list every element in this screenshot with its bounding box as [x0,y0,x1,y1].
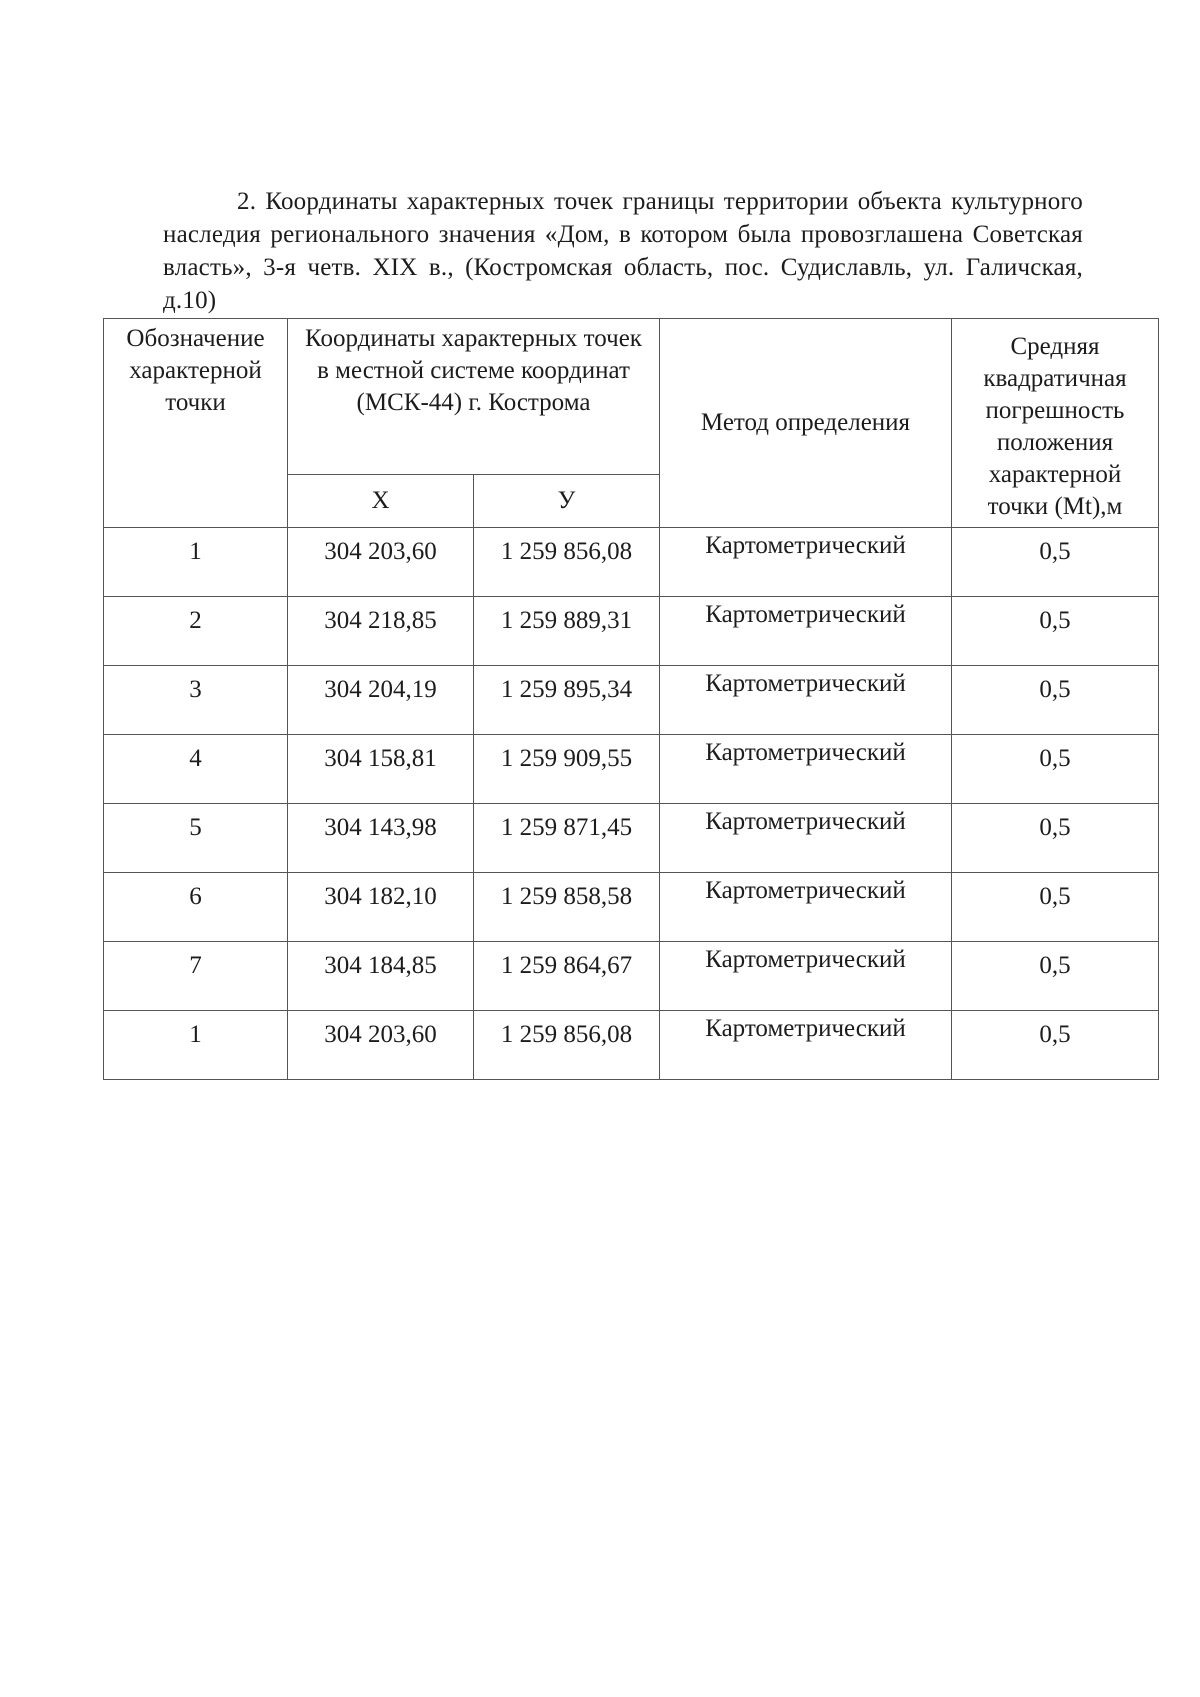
table-row [104,1011,1159,1080]
cell-point: 2 [104,597,288,666]
cell-y: 1 259 858,58 [474,873,660,942]
cell-x: 304 203,60 [288,1011,474,1080]
cell-method: Картометрический [660,1011,952,1080]
table-row [104,735,1159,804]
cell-error: 0,5 [952,666,1159,735]
cell-x: 304 203,60 [288,528,474,597]
cell-x: 304 218,85 [288,597,474,666]
cell-error: 0,5 [952,804,1159,873]
cell-method: Картометрический [660,528,952,597]
cell-point: 3 [104,666,288,735]
cell-y: 1 259 895,34 [474,666,660,735]
cell-point: 7 [104,942,288,1011]
header-y: У [474,475,660,528]
header-method: Метод определения [660,319,952,528]
cell-error: 0,5 [952,597,1159,666]
cell-x: 304 184,85 [288,942,474,1011]
cell-error: 0,5 [952,735,1159,804]
cell-x: 304 182,10 [288,873,474,942]
cell-x: 304 204,19 [288,666,474,735]
section-heading: 2. Координаты характерных точек границы территории объекта культурного наследия регионального значения «Дом, в котором была провозглашена Советская власть», 3-я четв. XIX в., (Костромская область, пос. Судиславль, ул. Галичская, д.10) [163,188,1083,314]
cell-error: 0,5 [952,873,1159,942]
cell-method: Картометрический [660,666,952,735]
cell-error: 0,5 [952,942,1159,1011]
table-row [104,528,1159,597]
cell-y: 1 259 856,08 [474,528,660,597]
table-row [104,804,1159,873]
cell-point: 4 [104,735,288,804]
cell-x: 304 143,98 [288,804,474,873]
cell-method: Картометрический [660,804,952,873]
cell-point: 6 [104,873,288,942]
cell-point: 5 [104,804,288,873]
cell-y: 1 259 889,31 [474,597,660,666]
table-row [104,942,1159,1011]
cell-error: 0,5 [952,528,1159,597]
cell-method: Картометрический [660,873,952,942]
table-row [104,873,1159,942]
cell-x: 304 158,81 [288,735,474,804]
header-error: Средняя квадратичная погрешность положения характерной точки (Mt),м [952,319,1159,528]
cell-y: 1 259 909,55 [474,735,660,804]
header-x: X [288,475,474,528]
cell-point: 1 [104,528,288,597]
cell-y: 1 259 864,67 [474,942,660,1011]
cell-method: Картометрический [660,597,952,666]
header-point: Обозначение характерной точки [104,319,288,528]
cell-method: Картометрический [660,942,952,1011]
table-row [104,597,1159,666]
table-row [104,666,1159,735]
cell-error: 0,5 [952,1011,1159,1080]
cell-point: 1 [104,1011,288,1080]
cell-method: Картометрический [660,735,952,804]
header-coords: Координаты характерных точек в местной системе координат (МСК-44) г. Кострома [288,319,660,475]
cell-y: 1 259 856,08 [474,1011,660,1080]
coordinates-table [103,318,1159,1080]
cell-y: 1 259 871,45 [474,804,660,873]
